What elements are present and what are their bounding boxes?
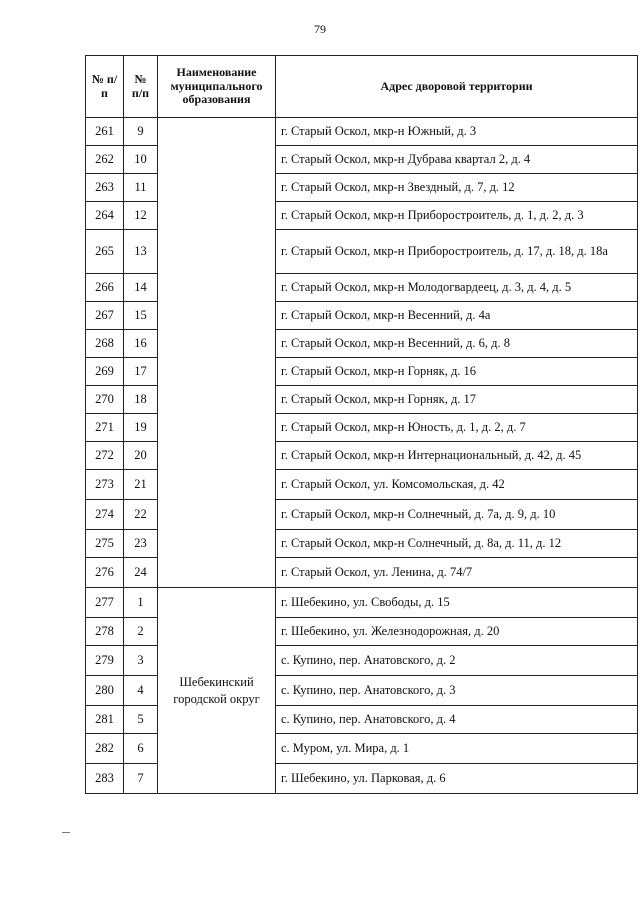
address-cell: г. Старый Оскол, мкр-н Солнечный, д. 7а, д. 9, д. 10 [276, 500, 638, 530]
row-number: 269 [86, 358, 124, 386]
address-cell: г. Старый Оскол, мкр-н Горняк, д. 16 [276, 358, 638, 386]
address-cell: с. Купино, пер. Анатовского, д. 2 [276, 646, 638, 676]
header-municipality: Наименование муниципального образования [158, 56, 276, 118]
table-row [86, 588, 638, 618]
header-sub-number: № п/п [124, 56, 158, 118]
address-cell: г. Старый Оскол, мкр-н Звездный, д. 7, д. 12 [276, 174, 638, 202]
row-number: 265 [86, 230, 124, 274]
row-sub-number: 24 [124, 558, 158, 588]
address-cell: с. Муром, ул. Мира, д. 1 [276, 734, 638, 764]
row-number: 261 [86, 118, 124, 146]
row-number: 262 [86, 146, 124, 174]
municipality-cell: Шебекинский городской округ [158, 588, 276, 794]
header-row-number: № п/п [86, 56, 124, 118]
row-sub-number: 14 [124, 274, 158, 302]
row-number: 273 [86, 470, 124, 500]
address-cell: г. Старый Оскол, мкр-н Интернациональный, д. 42, д. 45 [276, 442, 638, 470]
address-cell: г. Шебекино, ул. Парковая, д. 6 [276, 764, 638, 794]
header-address: Адрес дворовой территории [276, 56, 638, 118]
row-sub-number: 12 [124, 202, 158, 230]
row-number: 266 [86, 274, 124, 302]
row-number: 275 [86, 530, 124, 558]
row-number: 274 [86, 500, 124, 530]
row-sub-number: 1 [124, 588, 158, 618]
address-cell: г. Старый Оскол, ул. Ленина, д. 74/7 [276, 558, 638, 588]
row-number: 276 [86, 558, 124, 588]
row-sub-number: 2 [124, 618, 158, 646]
table-row [86, 118, 638, 146]
row-sub-number: 18 [124, 386, 158, 414]
address-cell: с. Купино, пер. Анатовского, д. 3 [276, 676, 638, 706]
row-number: 268 [86, 330, 124, 358]
address-cell: г. Старый Оскол, мкр-н Солнечный, д. 8а, д. 11, д. 12 [276, 530, 638, 558]
address-cell: г. Старый Оскол, мкр-н Приборостроитель, д. 17, д. 18, д. 18а [276, 230, 638, 274]
row-sub-number: 19 [124, 414, 158, 442]
address-cell: г. Старый Оскол, мкр-н Весенний, д. 4а [276, 302, 638, 330]
row-number: 278 [86, 618, 124, 646]
address-cell: г. Старый Оскол, мкр-н Горняк, д. 17 [276, 386, 638, 414]
municipality-cell [158, 118, 276, 588]
row-number: 267 [86, 302, 124, 330]
row-number: 279 [86, 646, 124, 676]
row-number: 282 [86, 734, 124, 764]
row-sub-number: 5 [124, 706, 158, 734]
row-number: 271 [86, 414, 124, 442]
address-cell: г. Старый Оскол, мкр-н Весенний, д. 6, д. 8 [276, 330, 638, 358]
row-sub-number: 4 [124, 676, 158, 706]
row-number: 277 [86, 588, 124, 618]
row-sub-number: 10 [124, 146, 158, 174]
row-sub-number: 6 [124, 734, 158, 764]
row-sub-number: 20 [124, 442, 158, 470]
row-number: 272 [86, 442, 124, 470]
address-cell: г. Старый Оскол, мкр-н Юность, д. 1, д. 2, д. 7 [276, 414, 638, 442]
row-sub-number: 23 [124, 530, 158, 558]
row-sub-number: 15 [124, 302, 158, 330]
address-cell: г. Старый Оскол, ул. Комсомольская, д. 42 [276, 470, 638, 500]
page-number: 79 [314, 22, 326, 36]
row-sub-number: 21 [124, 470, 158, 500]
row-sub-number: 11 [124, 174, 158, 202]
address-cell: г. Старый Оскол, мкр-н Южный, д. 3 [276, 118, 638, 146]
address-cell: г. Шебекино, ул. Железнодорожная, д. 20 [276, 618, 638, 646]
address-cell: г. Старый Оскол, мкр-н Дубрава квартал 2, д. 4 [276, 146, 638, 174]
address-cell: г. Старый Оскол, мкр-н Молодогвардеец, д. 3, д. 4, д. 5 [276, 274, 638, 302]
address-cell: с. Купино, пер. Анатовского, д. 4 [276, 706, 638, 734]
row-sub-number: 16 [124, 330, 158, 358]
address-table [85, 55, 638, 794]
address-cell: г. Старый Оскол, мкр-н Приборостроитель, д. 1, д. 2, д. 3 [276, 202, 638, 230]
row-number: 283 [86, 764, 124, 794]
row-sub-number: 9 [124, 118, 158, 146]
row-number: 280 [86, 676, 124, 706]
row-number: 263 [86, 174, 124, 202]
row-sub-number: 3 [124, 646, 158, 676]
table-body [86, 118, 638, 794]
row-sub-number: 13 [124, 230, 158, 274]
row-number: 270 [86, 386, 124, 414]
address-cell: г. Шебекино, ул. Свободы, д. 15 [276, 588, 638, 618]
row-sub-number: 7 [124, 764, 158, 794]
row-sub-number: 22 [124, 500, 158, 530]
row-number: 281 [86, 706, 124, 734]
margin-mark [62, 832, 70, 833]
row-sub-number: 17 [124, 358, 158, 386]
row-number: 264 [86, 202, 124, 230]
